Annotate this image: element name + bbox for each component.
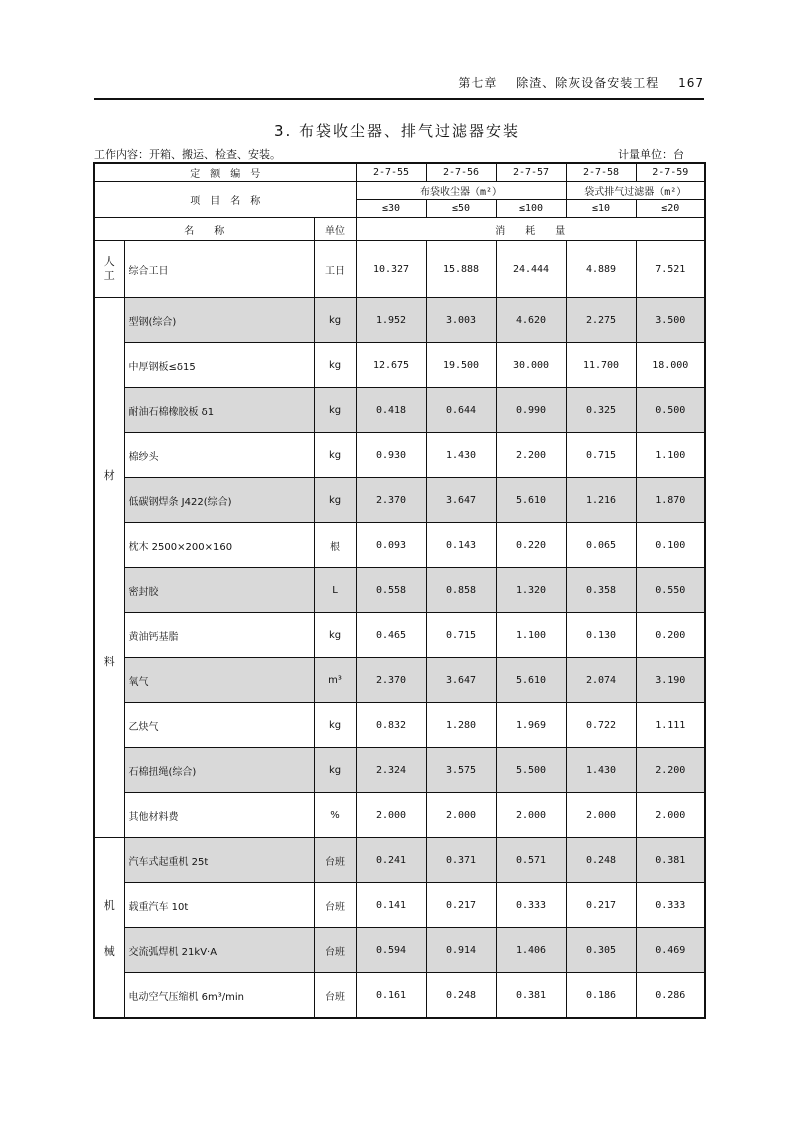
value-cell: 3.003: [426, 298, 496, 343]
item-name: 乙炔气: [124, 703, 314, 748]
item-name: 黄油钙基脂: [124, 613, 314, 658]
code-cell: 2-7-58: [566, 163, 636, 182]
value-cell: 30.000: [496, 343, 566, 388]
value-cell: 1.969: [496, 703, 566, 748]
table-row: [94, 928, 705, 973]
value-cell: 2.324: [356, 748, 426, 793]
code-label: 定 额 编 号: [94, 163, 356, 182]
table-row: [94, 523, 705, 568]
value-cell: 2.000: [426, 793, 496, 838]
item-name: 交流弧焊机 21kV·A: [124, 928, 314, 973]
value-cell: 12.675: [356, 343, 426, 388]
value-cell: 1.100: [636, 433, 705, 478]
table-row: [94, 973, 705, 1019]
value-cell: 0.248: [426, 973, 496, 1019]
code-cell: 2-7-57: [496, 163, 566, 182]
item-name: 枕木 2500×200×160: [124, 523, 314, 568]
item-unit: kg: [314, 388, 356, 433]
value-cell: 3.575: [426, 748, 496, 793]
item-unit: kg: [314, 703, 356, 748]
item-name: 耐油石棉橡胶板 δ1: [124, 388, 314, 433]
page-number: 167: [678, 76, 704, 90]
item-name: 型钢(综合): [124, 298, 314, 343]
item-name: 氧气: [124, 658, 314, 703]
table-row: [94, 838, 705, 883]
value-cell: 0.333: [636, 883, 705, 928]
value-cell: 0.186: [566, 973, 636, 1019]
value-cell: 0.858: [426, 568, 496, 613]
item-name: 棉纱头: [124, 433, 314, 478]
value-cell: 2.370: [356, 478, 426, 523]
section-label: 除渣、除灰设备安装工程: [516, 76, 660, 90]
value-cell: 18.000: [636, 343, 705, 388]
code-cell: 2-7-59: [636, 163, 705, 182]
item-unit: 工日: [314, 241, 356, 298]
value-cell: 0.930: [356, 433, 426, 478]
spec-cell: ≤10: [566, 200, 636, 218]
item-unit: kg: [314, 433, 356, 478]
value-cell: 0.371: [426, 838, 496, 883]
value-cell: 1.430: [426, 433, 496, 478]
value-cell: 0.130: [566, 613, 636, 658]
value-cell: 0.325: [566, 388, 636, 433]
value-cell: 5.610: [496, 478, 566, 523]
value-cell: 4.889: [566, 241, 636, 298]
table-row: [94, 793, 705, 838]
spec-cell: ≤20: [636, 200, 705, 218]
value-cell: 0.305: [566, 928, 636, 973]
value-cell: 0.143: [426, 523, 496, 568]
category-char: 材: [103, 468, 115, 482]
value-cell: 7.521: [636, 241, 705, 298]
value-cell: 0.065: [566, 523, 636, 568]
value-cell: 2.200: [496, 433, 566, 478]
item-name: 石棉扭绳(综合): [124, 748, 314, 793]
value-cell: 24.444: [496, 241, 566, 298]
table-row: [94, 658, 705, 703]
table-row: [94, 568, 705, 613]
category-char: 料: [103, 654, 115, 668]
value-cell: 0.644: [426, 388, 496, 433]
code-row: [94, 163, 705, 182]
value-cell: 0.100: [636, 523, 705, 568]
value-cell: 0.465: [356, 613, 426, 658]
value-cell: 1.216: [566, 478, 636, 523]
table-row: [94, 478, 705, 523]
value-cell: 1.870: [636, 478, 705, 523]
item-name: 密封胶: [124, 568, 314, 613]
value-cell: 4.620: [496, 298, 566, 343]
value-cell: 0.217: [566, 883, 636, 928]
item-name: 载重汽车 10t: [124, 883, 314, 928]
value-cell: 2.000: [566, 793, 636, 838]
value-cell: 0.381: [496, 973, 566, 1019]
value-cell: 19.500: [426, 343, 496, 388]
table-row: [94, 703, 705, 748]
table-row: [94, 613, 705, 658]
category-char: 械: [103, 944, 115, 958]
value-cell: 0.381: [636, 838, 705, 883]
column-header-row: [94, 218, 705, 241]
value-cell: 0.248: [566, 838, 636, 883]
value-cell: 1.320: [496, 568, 566, 613]
category-labor: [94, 241, 124, 298]
value-cell: 0.217: [426, 883, 496, 928]
value-cell: 0.161: [356, 973, 426, 1019]
value-cell: 0.722: [566, 703, 636, 748]
table-row: [94, 883, 705, 928]
col-name: 名 称: [94, 218, 314, 241]
code-cell: 2-7-55: [356, 163, 426, 182]
value-cell: 1.952: [356, 298, 426, 343]
value-cell: 0.200: [636, 613, 705, 658]
value-cell: 0.241: [356, 838, 426, 883]
value-cell: 1.430: [566, 748, 636, 793]
item-unit: 台班: [314, 928, 356, 973]
page-title: 3. 布袋收尘器、排气过滤器安装: [273, 122, 521, 140]
group-row: [94, 182, 705, 200]
item-unit: 台班: [314, 883, 356, 928]
quota-table: [93, 162, 706, 1019]
value-cell: 2.000: [496, 793, 566, 838]
page-header: [94, 72, 704, 100]
value-cell: 0.469: [636, 928, 705, 973]
value-cell: 3.647: [426, 658, 496, 703]
value-cell: 11.700: [566, 343, 636, 388]
col-unit: 单位: [314, 218, 356, 241]
table-row: [94, 343, 705, 388]
item-unit: kg: [314, 478, 356, 523]
item-name: 汽车式起重机 25t: [124, 838, 314, 883]
item-unit: 台班: [314, 838, 356, 883]
category-char: 人工: [103, 255, 115, 282]
value-cell: 15.888: [426, 241, 496, 298]
value-cell: 0.418: [356, 388, 426, 433]
value-cell: 2.370: [356, 658, 426, 703]
value-cell: 3.500: [636, 298, 705, 343]
chapter-label: 第七章: [458, 76, 498, 90]
value-cell: 1.111: [636, 703, 705, 748]
value-cell: 0.333: [496, 883, 566, 928]
value-cell: 0.558: [356, 568, 426, 613]
subline: [94, 146, 704, 162]
item-label: 项 目 名 称: [94, 182, 356, 218]
value-cell: 2.074: [566, 658, 636, 703]
code-cell: 2-7-56: [426, 163, 496, 182]
unit-label: 计量单位：台: [618, 148, 684, 161]
value-cell: 0.715: [426, 613, 496, 658]
value-cell: 3.647: [426, 478, 496, 523]
item-name: 其他材料费: [124, 793, 314, 838]
value-cell: 0.914: [426, 928, 496, 973]
value-cell: 0.500: [636, 388, 705, 433]
item-unit: L: [314, 568, 356, 613]
item-name: 电动空气压缩机 6m³/min: [124, 973, 314, 1019]
value-cell: 2.200: [636, 748, 705, 793]
value-cell: 2.000: [356, 793, 426, 838]
item-name: 低碳钢焊条 J422(综合): [124, 478, 314, 523]
value-cell: 0.990: [496, 388, 566, 433]
value-cell: 2.275: [566, 298, 636, 343]
spec-cell: ≤30: [356, 200, 426, 218]
value-cell: 0.594: [356, 928, 426, 973]
table-row: [94, 388, 705, 433]
spec-cell: ≤100: [496, 200, 566, 218]
value-cell: 0.220: [496, 523, 566, 568]
value-cell: 0.715: [566, 433, 636, 478]
value-cell: 0.832: [356, 703, 426, 748]
value-cell: 2.000: [636, 793, 705, 838]
col-consumption: 消 耗 量: [356, 218, 705, 241]
item-name: 中厚钢板≤δ15: [124, 343, 314, 388]
value-cell: 10.327: [356, 241, 426, 298]
category-machine: [94, 838, 124, 1019]
work-content: 工作内容：开箱、搬运、检查、安装。: [94, 148, 281, 161]
table-row: [94, 241, 705, 298]
item-name: 综合工日: [124, 241, 314, 298]
value-cell: 0.093: [356, 523, 426, 568]
value-cell: 1.280: [426, 703, 496, 748]
spec-cell: ≤50: [426, 200, 496, 218]
table-row: [94, 298, 705, 343]
value-cell: 0.571: [496, 838, 566, 883]
value-cell: 1.406: [496, 928, 566, 973]
table-row: [94, 433, 705, 478]
value-cell: 0.141: [356, 883, 426, 928]
group-filter: 袋式排气过滤器（m²）: [566, 182, 705, 200]
item-unit: kg: [314, 298, 356, 343]
table-row: [94, 748, 705, 793]
value-cell: 0.286: [636, 973, 705, 1019]
item-unit: %: [314, 793, 356, 838]
item-unit: 台班: [314, 973, 356, 1019]
category-material: [94, 298, 124, 838]
value-cell: 5.500: [496, 748, 566, 793]
item-unit: kg: [314, 613, 356, 658]
value-cell: 0.358: [566, 568, 636, 613]
value-cell: 5.610: [496, 658, 566, 703]
item-unit: kg: [314, 748, 356, 793]
value-cell: 3.190: [636, 658, 705, 703]
value-cell: 0.550: [636, 568, 705, 613]
value-cell: 1.100: [496, 613, 566, 658]
group-bag-collector: 布袋收尘器（m²）: [356, 182, 566, 200]
item-unit: 根: [314, 523, 356, 568]
item-unit: kg: [314, 343, 356, 388]
category-char: 机: [103, 898, 115, 912]
item-unit: m³: [314, 658, 356, 703]
